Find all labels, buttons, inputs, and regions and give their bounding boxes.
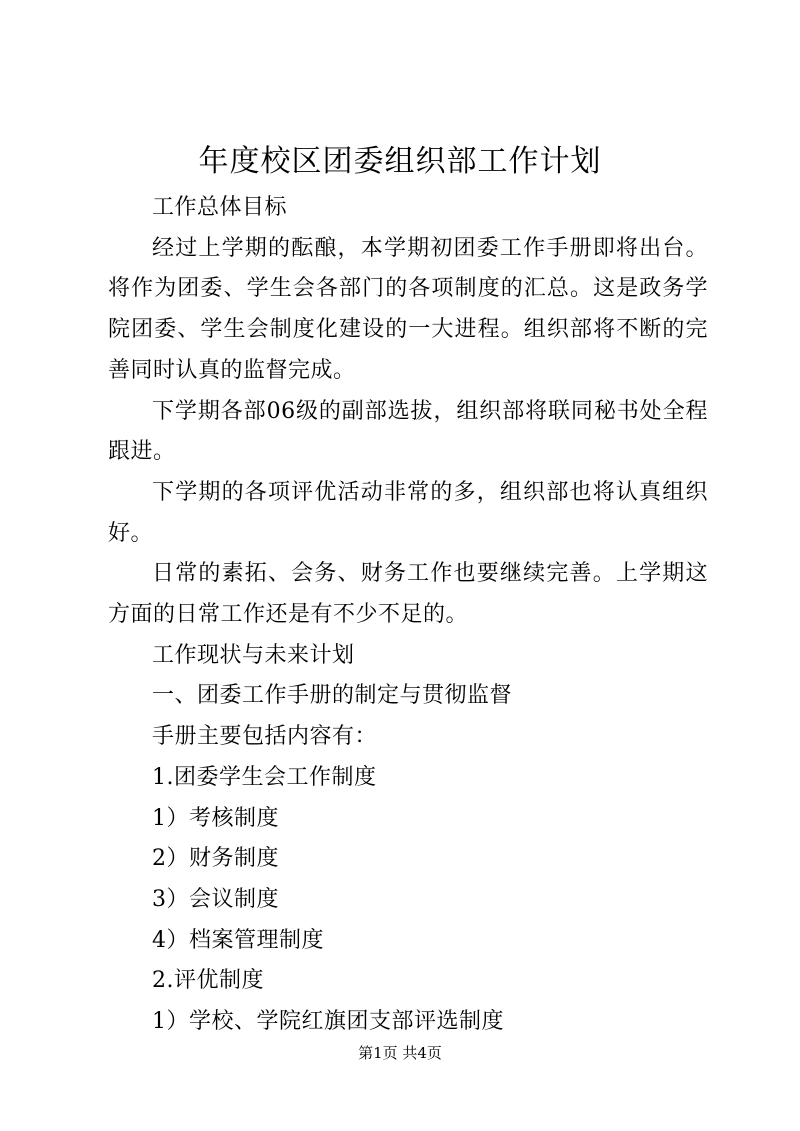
- paragraph-status-heading: 工作现状与未来计划: [152, 642, 355, 668]
- paragraph-daily-work: 日常的素拓、会务、财务工作也要继续完善。上学期这方面的日常工作还是有不少不足的。: [108, 561, 708, 628]
- document-body: [108, 188, 708, 1043]
- list-item: 1）学校、学院红旗团支部评选制度: [152, 1009, 504, 1035]
- list-item: 2）财务制度: [152, 846, 279, 872]
- paragraph-awards: 下学期的各项评优活动非常的多，组织部也将认真组织好。: [108, 479, 708, 546]
- paragraph-handbook: 经过上学期的酝酿，本学期初团委工作手册即将出台。将作为团委、学生会各部门的各项制度的汇总。这是政务学院团委、学生会制度化建设的一大进程。组织部将不断的完善同时认真的监督完成。: [108, 235, 708, 383]
- list-item: 1.团委学生会工作制度: [152, 764, 377, 790]
- paragraph-goal-heading: 工作总体目标: [152, 195, 288, 220]
- paragraph-contents-intro: 手册主要包括内容有：: [152, 724, 378, 750]
- list-item: 2.评优制度: [152, 968, 264, 994]
- paragraph-selection: 下学期各部06级的副部选拔，组织部将联同秘书处全程跟进。: [108, 398, 708, 465]
- paragraph-section-one: 一、团委工作手册的制定与贯彻监督: [152, 683, 513, 709]
- list-item: 4）档案管理制度: [152, 927, 324, 953]
- document-title: 年度校区团委组织部工作计划: [198, 144, 602, 179]
- list-item: 3）会议制度: [152, 886, 279, 912]
- list-item: 1）考核制度: [152, 805, 279, 831]
- page-number: 第1页 共4页: [358, 1044, 442, 1062]
